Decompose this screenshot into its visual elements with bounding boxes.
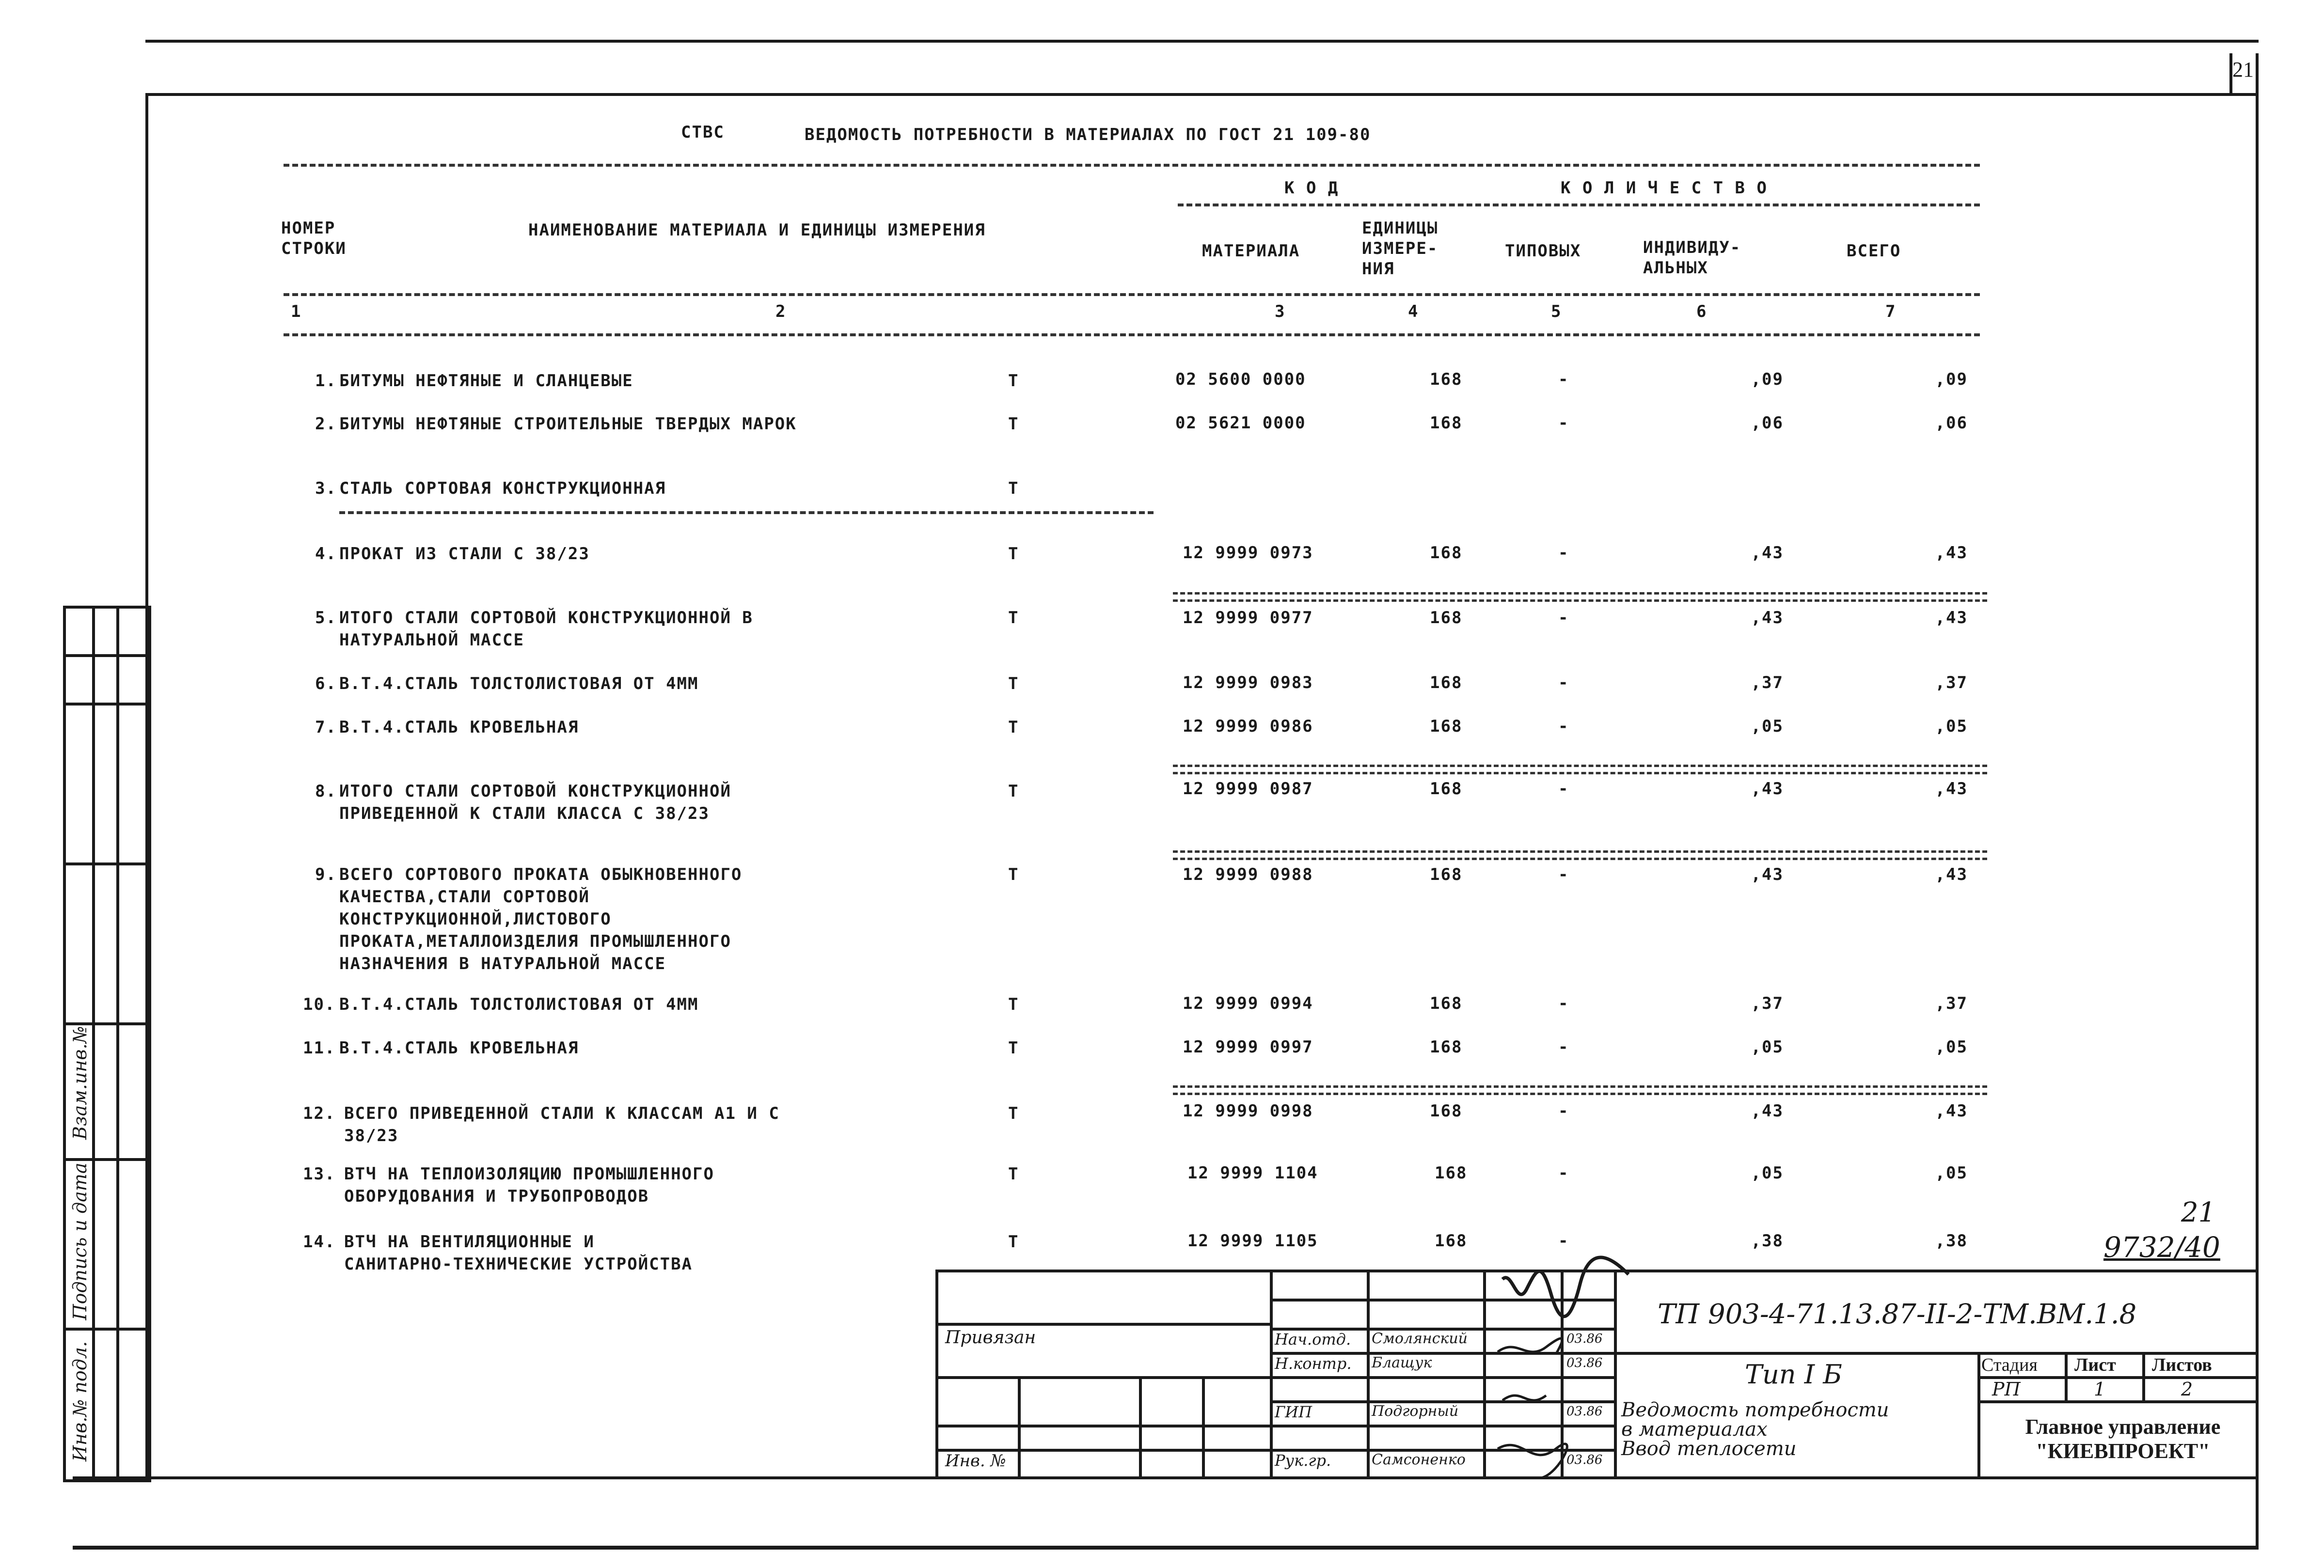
org-name: Главное управление "КИЕВПРОЕКТ" [2025,1415,2221,1463]
colnum-7: 7 [1885,302,1897,321]
row-10-ind: ,37 [1751,994,1784,1013]
row-4-num: 4. [315,544,337,564]
privyazan-row-1 [935,1376,1270,1379]
row-9-num: 9. [315,865,337,884]
name-1: Смолянский [1372,1330,1468,1347]
row-5-name: ИТОГО СТАЛИ СОРТОВОЙ КОНСТРУКЦИОННОЙ В НАТУРАЛЬНОЙ МАССЕ [339,608,753,650]
row-5-num: 5. [315,608,337,627]
row-7-ind: ,05 [1751,717,1784,736]
row-12-typ: - [1558,1101,1569,1121]
row-5-tot: ,43 [1935,608,1968,627]
header-row-number: НОМЕР СТРОКИ [281,219,347,258]
inv-no-label: Инв. № [945,1451,1006,1471]
row-6-code: 12 9999 0983 [1183,673,1313,692]
row-12-ind: ,43 [1751,1101,1784,1121]
date-3: 03.86 [1566,1404,1603,1419]
row-12-unit: Т [1008,1104,1019,1123]
row-3-underline [339,511,1154,514]
row-3-unit: Т [1008,479,1019,498]
table-title: ВЕДОМОСТЬ ПОТРЕБНОСТИ В МАТЕРИАЛАХ ПО ГОСТ 21 109-80 [805,125,1371,144]
colnum-3: 3 [1275,302,1286,321]
header-qty-individual: ИНДИВИДУ- АЛЬНЫХ [1643,238,1741,278]
row-8-tot: ,43 [1935,779,1968,799]
row-14-ucode: 168 [1435,1231,1468,1251]
row-9-code: 12 9999 0988 [1183,865,1313,884]
row-6-typ: - [1558,673,1569,692]
row-10-name: В.Т.4.СТАЛЬ ТОЛСТОЛИСТОВАЯ ОТ 4ММ [339,995,699,1014]
row-14-typ: - [1558,1231,1569,1251]
side-stamp-divider-1 [92,606,95,1476]
row-5-unit: Т [1008,608,1019,627]
row-9-ind: ,43 [1751,865,1784,884]
header-qty-total: ВСЕГО [1847,241,1901,261]
colnum-2: 2 [775,302,787,321]
row-12-name: ВСЕГО ПРИВЕДЕННОЙ СТАЛИ К КЛАССАМ А1 И С 38/23 [344,1104,780,1145]
row-7-ucode: 168 [1430,717,1463,736]
type-label: Тип I Б [1745,1359,1842,1390]
row-1-tot: ,09 [1935,370,1968,389]
row-1-num: 1. [315,371,337,391]
frame-top [145,93,2259,96]
stage-block-left [1977,1352,1980,1476]
row-9-ucode: 168 [1430,865,1463,884]
row-2-tot: ,06 [1935,413,1968,433]
header-name: НАИМЕНОВАНИЕ МАТЕРИАЛА И ЕДИНИЦЫ ИЗМЕРЕНИЯ [528,220,986,240]
side-stamp-label-zam: Взам.инв.№ [69,1026,91,1140]
row-6-ind: ,37 [1751,673,1784,692]
stage-value: РП [1992,1379,2021,1400]
row-12-total-rule [1173,1085,1987,1095]
side-stamp-label-inv: Инв.№ подл. [69,1341,91,1462]
sheet-header: Лист [2074,1355,2116,1375]
row-8-typ: - [1558,779,1569,799]
row-2-unit: Т [1008,414,1019,434]
row-2-ind: ,06 [1751,413,1784,433]
name-2: Блащук [1372,1354,1432,1371]
row-1-unit: Т [1008,371,1019,391]
privyazan-col-2 [1139,1376,1142,1476]
row-14-unit: Т [1008,1232,1019,1252]
row-11-ind: ,05 [1751,1037,1784,1057]
top-border [145,40,2259,43]
row-7-name: В.Т.4.СТАЛЬ КРОВЕЛЬНАЯ [339,718,579,737]
row-4-ind: ,43 [1751,543,1784,563]
row-2-ucode: 168 [1430,413,1463,433]
header-bottom-rule [284,293,1980,296]
row-11-code: 12 9999 0997 [1183,1037,1313,1057]
row-7-unit: Т [1008,718,1019,737]
header-group-rule [1178,204,1980,206]
row-6-name: В.Т.4.СТАЛЬ ТОЛСТОЛИСТОВАЯ ОТ 4ММ [339,674,699,693]
row-4-code: 12 9999 0973 [1183,543,1313,563]
header-top-rule [284,164,1980,167]
row-1-code: 02 5600 0000 [1175,370,1306,389]
colnum-4: 4 [1408,302,1419,321]
header-code-unit: ЕДИНИЦЫ ИЗМЕРЕ- НИЯ [1362,219,1439,279]
side-stamp-row-6 [63,1328,145,1331]
row-9-unit: Т [1008,865,1019,884]
row-7-tot: ,05 [1935,717,1968,736]
row-11-name: В.Т.4.СТАЛЬ КРОВЕЛЬНАЯ [339,1038,579,1058]
row-8-unit: Т [1008,782,1019,801]
role-2: Н.контр. [1275,1354,1352,1373]
role-1: Нач.отд. [1275,1330,1351,1348]
header-code-material: МАТЕРИАЛА [1202,241,1300,261]
row-12-code: 12 9999 0998 [1183,1101,1313,1121]
row-1-ind: ,09 [1751,370,1784,389]
row-10-tot: ,37 [1935,994,1968,1013]
doc-ref: 9732/40 [2103,1231,2220,1264]
row-8-code: 12 9999 0987 [1183,779,1313,799]
header-qty-typical: ТИПОВЫХ [1505,241,1581,261]
row-10-ucode: 168 [1430,994,1463,1013]
side-stamp-row-3 [63,862,145,865]
row-7-code: 12 9999 0986 [1183,717,1313,736]
role-4: Рук.гр. [1275,1451,1331,1470]
name-4: Самсоненко [1372,1451,1466,1468]
row-2-num: 2. [315,414,337,434]
privyazan-label: Привязан [945,1328,1036,1348]
row-4-typ: - [1558,543,1569,563]
header-qty-group: К О Л И Ч Е С Т В О [1561,178,1768,198]
table-title-left: СТВС [681,123,725,142]
date-2: 03.86 [1566,1356,1603,1370]
row-3-num: 3. [315,479,337,498]
row-5-typ: - [1558,608,1569,627]
colnum-1: 1 [291,302,302,321]
row-3-name: СТАЛЬ СОРТОВАЯ КОНСТРУКЦИОННАЯ [339,479,666,498]
stage-row-2 [1977,1400,2256,1403]
row-10-code: 12 9999 0994 [1183,994,1313,1013]
row-1-name: БИТУМЫ НЕФТЯНЫЕ И СЛАНЦЕВЫЕ [339,371,633,391]
row-9-total-rule [1173,850,1987,860]
stage-header: Стадия [1981,1355,2038,1375]
row-8-total-rule [1173,765,1987,774]
row-6-unit: Т [1008,674,1019,693]
row-5-code: 12 9999 0977 [1183,608,1313,627]
row-7-typ: - [1558,717,1569,736]
row-6-tot: ,37 [1935,673,1968,692]
description: Ведомость потребности в материалах Ввод теплосети [1621,1399,1889,1460]
row-8-ucode: 168 [1430,779,1463,799]
row-12-tot: ,43 [1935,1101,1968,1121]
page-number: 21 [2232,58,2254,81]
colnum-bottom-rule [284,333,1980,336]
sheet-value: 1 [2094,1379,2106,1400]
row-10-unit: Т [1008,995,1019,1014]
row-11-unit: Т [1008,1038,1019,1058]
privyazan-row-2 [935,1425,1270,1427]
row-2-typ: - [1558,413,1569,433]
bottom-cut-line [73,1546,2259,1550]
sheets-value: 2 [2181,1379,2193,1400]
name-3: Подгорный [1372,1403,1459,1420]
row-12-num: 12. [303,1104,336,1123]
date-4: 03.86 [1566,1453,1603,1467]
row-5-ucode: 168 [1430,608,1463,627]
row-8-name: ИТОГО СТАЛИ СОРТОВОЙ КОНСТРУКЦИОННОЙ ПРИВЕДЕННОЙ К СТАЛИ КЛАССА С 38/23 [339,782,731,823]
row-10-typ: - [1558,994,1569,1013]
row-7-num: 7. [315,718,337,737]
side-stamp-row-1 [63,654,145,657]
row-4-unit: Т [1008,544,1019,564]
row-13-ind: ,05 [1751,1163,1784,1183]
role-3: ГИП [1275,1403,1312,1421]
row-13-ucode: 168 [1435,1163,1468,1183]
row-13-unit: Т [1008,1164,1019,1184]
row-11-num: 11. [303,1038,336,1058]
side-stamp-divider-2 [116,606,119,1476]
row-6-ucode: 168 [1430,673,1463,692]
row-13-typ: - [1558,1163,1569,1183]
colnum-5: 5 [1551,302,1562,321]
row-13-tot: ,05 [1935,1163,1968,1183]
row-5-ind: ,43 [1751,608,1784,627]
row-9-tot: ,43 [1935,865,1968,884]
row-8-ind: ,43 [1751,779,1784,799]
row-4-tot: ,43 [1935,543,1968,563]
row-5-total-rule [1173,592,1987,602]
side-stamp-label-sign: Подпись и дата [69,1162,91,1320]
row-1-ucode: 168 [1430,370,1463,389]
row-10-num: 10. [303,995,336,1014]
margin-note: 21 [2181,1197,2216,1228]
side-stamp-row-4 [63,1022,145,1025]
row-8-num: 8. [315,782,337,801]
row-13-code: 12 9999 1104 [1187,1163,1318,1183]
row-13-name: ВТЧ НА ТЕПЛОИЗОЛЯЦИЮ ПРОМЫШЛЕННОГО ОБОРУДОВАНИЯ И ТРУБОПРОВОДОВ [344,1164,714,1206]
row-11-typ: - [1558,1037,1569,1057]
row-11-ucode: 168 [1430,1037,1463,1057]
row-14-name: ВТЧ НА ВЕНТИЛЯЦИОННЫЕ И САНИТАРНО-ТЕХНИЧЕСКИЕ УСТРОЙСТВА [344,1232,693,1274]
row-13-num: 13. [303,1164,336,1184]
side-stamp-row-2 [63,703,145,706]
doc-code: ТП 903-4-71.13.87-II-2-ТМ.ВМ.1.8 [1658,1299,2137,1330]
row-1-typ: - [1558,370,1569,389]
row-4-name: ПРОКАТ ИЗ СТАЛИ С 38/23 [339,544,590,564]
privyazan-col-3 [1202,1376,1205,1476]
row-12-ucode: 168 [1430,1101,1463,1121]
header-code-group: К О Д [1284,178,1339,198]
date-1: 03.86 [1566,1332,1603,1346]
row-6-num: 6. [315,674,337,693]
colnum-6: 6 [1696,302,1707,321]
row-2-code: 02 5621 0000 [1175,413,1306,433]
row-9-typ: - [1558,865,1569,884]
row-14-num: 14. [303,1232,336,1252]
row-9-name: ВСЕГО СОРТОВОГО ПРОКАТА ОБЫКНОВЕННОГО КАЧЕСТВА,СТАЛИ СОРТОВОЙ КОНСТРУКЦИОННОЙ,ЛИСТОВОГО ПРОКАТА,МЕТАЛЛОИЗДЕЛИЯ ПРОМЫШЛЕННОГО НАЗНАЧЕНИЯ В НАТУРАЛЬНОЙ МАССЕ [339,865,743,973]
row-2-name: БИТУМЫ НЕФТЯНЫЕ СТРОИТЕЛЬНЫЕ ТВЕРДЫХ МАРОК [339,414,797,434]
sheets-header: Листов [2152,1355,2212,1375]
row-11-tot: ,05 [1935,1037,1968,1057]
row-14-code: 12 9999 1105 [1187,1231,1318,1251]
privyazan-col-1 [1018,1376,1021,1476]
row-14-tot: ,38 [1935,1231,1968,1251]
row-4-ucode: 168 [1430,543,1463,563]
row-14-ind: ,38 [1751,1231,1784,1251]
